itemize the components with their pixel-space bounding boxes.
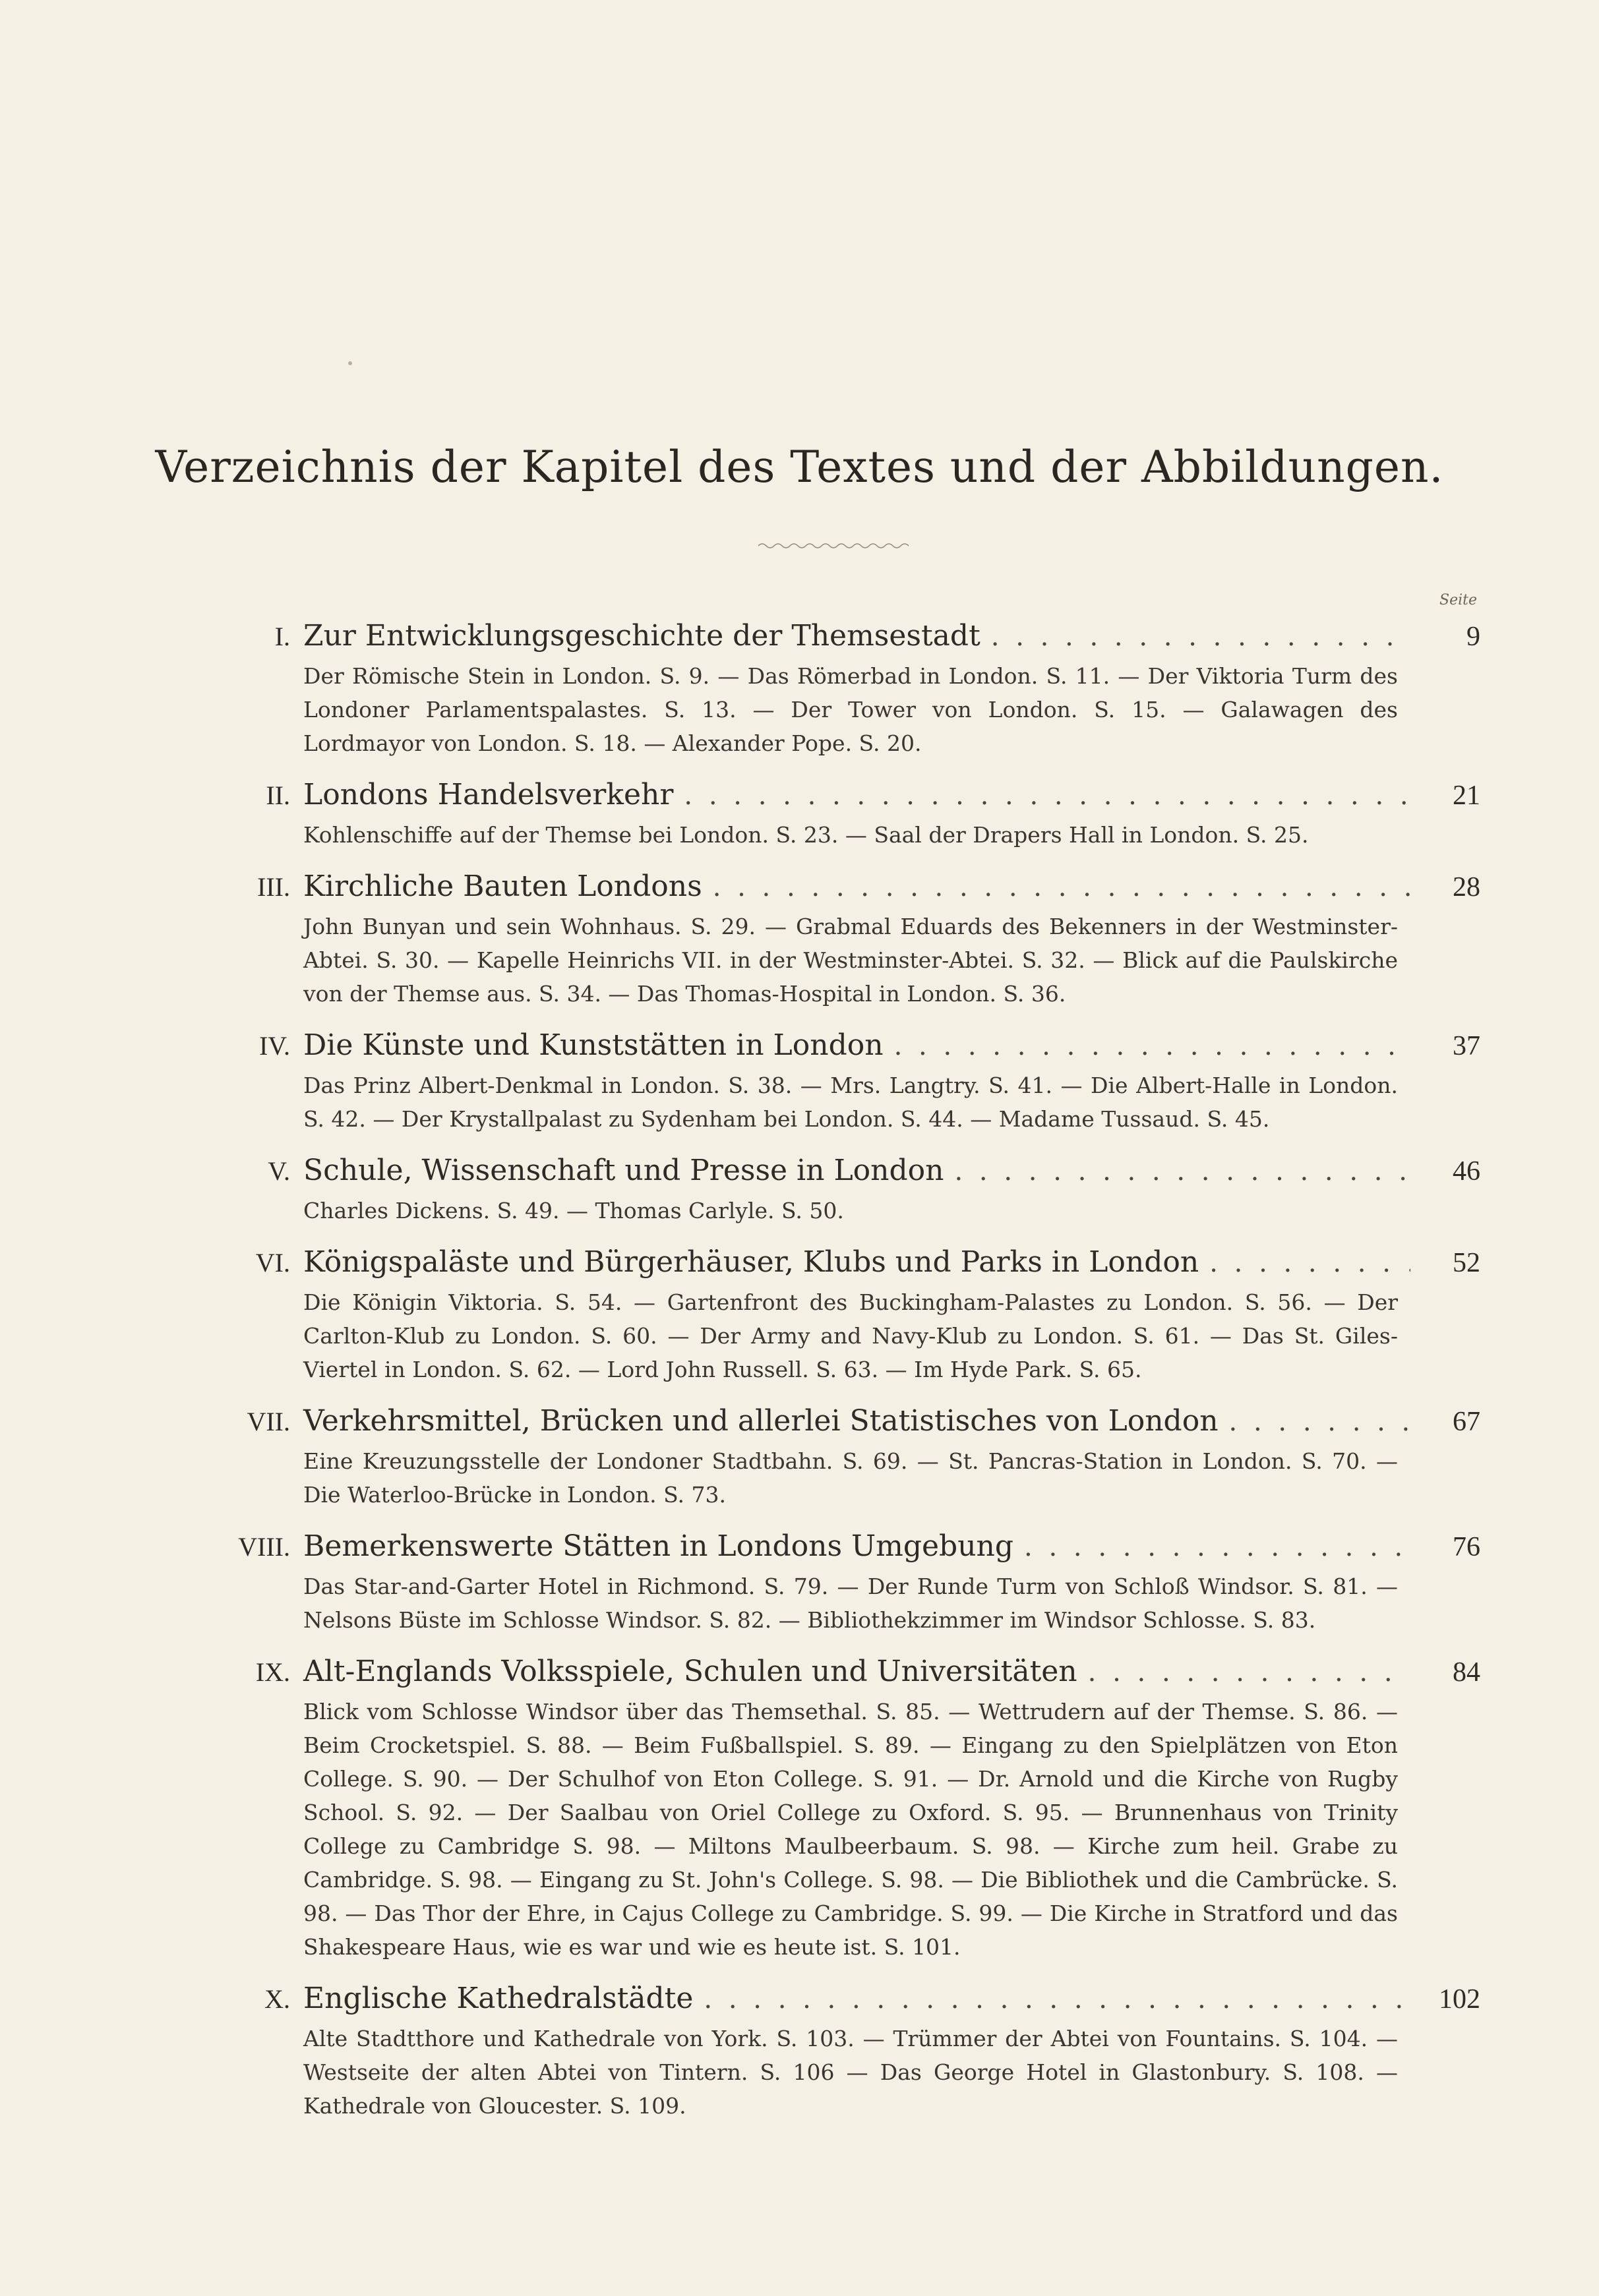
chapter-entry	[218, 1239, 1480, 1386]
chapter-page: 9	[1466, 622, 1480, 652]
chapter-number: IX.	[255, 1657, 290, 1687]
chapter-page: 52	[1453, 1248, 1480, 1278]
chapter-page: 84	[1453, 1657, 1480, 1688]
chapter-entry	[218, 1398, 1480, 1512]
chapter-page: 102	[1439, 1984, 1480, 2015]
chapter-title[interactable]: Londons Handelsverkehr	[303, 778, 674, 811]
chapter-page: 67	[1453, 1407, 1480, 1437]
illustration-list: Charles Dickens. S. 49. — Thomas Carlyle. S. 50.	[303, 1198, 844, 1223]
illustration-list: Die Königin Viktoria. S. 54. — Gartenfront des Buckingham-Palastes zu London. S. 56. — Der Carlton-Klub zu London. S. 60. — Der Army and Navy-Klub zu London. S. 61. — Das St. Giles-Viertel in London. S. 62. — Lord John Russell. S. 63. — Im Hyde Park. S. 65.	[303, 1289, 1398, 1382]
chapter-title[interactable]: Alt-Englands Volksspiele, Schulen und Universitäten	[303, 1655, 1077, 1688]
illustration-list: Alte Stadtthore und Kathedrale von York. S. 103. — Trümmer der Abtei von Fountains. S. 104. — Westseite der alten Abtei von Tintern. S. 106 — Das George Hotel in Glastonbury. S. 108. — Kathedrale von Gloucester. S. 109.	[303, 2026, 1398, 2119]
dot-leader	[1229, 1399, 1410, 1445]
illustration-list: Das Prinz Albert-Denkmal in London. S. 38. — Mrs. Langtry. S. 41. — Die Albert-Halle in London. S. 42. — Der Krystallpalast zu Sydenham bei London. S. 44. — Madame Tussaud. S. 45.	[303, 1073, 1398, 1132]
table-of-contents	[218, 613, 1480, 2134]
illustration-list: Blick vom Schlosse Windsor über das Themsethal. S. 85. — Wettrudern auf der Themse. S. 86. — Beim Crocketspiel. S. 88. — Beim Fußballspiel. S. 89. — Eingang zu den Spielplätzen von Eton College. S. 90. — Der Schulhof von Eton College. S. 91. — Dr. Arnold und die Kirche von Rugby School. S. 92. — Der Saalbau von Oriel College zu Oxford. S. 95. — Brunnenhaus von Trinity College zu Cambridge S. 98. — Miltons Maulbeerbaum. S. 98. — Kirche zum heil. Grabe zu Cambridge. S. 98. — Eingang zu St. John's College. S. 98. — Die Bibliothek und die Cambrücke. S. 98. — Das Thor der Ehre, in Cajus College zu Cambridge. S. 99. — Die Kirche in Stratford und das Shakespeare Haus, wie es war und wie es heute ist. S. 101.	[303, 1699, 1398, 1960]
dot-leader	[954, 1148, 1410, 1194]
chapter-number: II.	[266, 780, 290, 810]
dot-leader	[713, 864, 1410, 910]
chapter-number: VI.	[255, 1248, 290, 1278]
chapter-page: 37	[1453, 1031, 1480, 1061]
chapter-page: 21	[1453, 780, 1480, 811]
chapter-title[interactable]: Schule, Wissenschaft und Presse in London	[303, 1154, 944, 1187]
chapter-title[interactable]: Die Künste und Kunststätten in London	[303, 1028, 884, 1062]
dot-leader	[1088, 1649, 1410, 1695]
seite-column-label: Seite	[1439, 592, 1477, 608]
chapter-title[interactable]: Bemerkenswerte Stätten in Londons Umgebung	[303, 1529, 1014, 1563]
chapter-entry	[218, 772, 1480, 852]
chapter-entry	[218, 1523, 1480, 1637]
illustration-list: John Bunyan und sein Wohnhaus. S. 29. — Grabmal Eduards des Bekenners in der Westminster-Abtei. S. 30. — Kapelle Heinrichs VII. in der Westminster-Abtei. S. 32. — Blick auf die Paulskirche von der Themse aus. S. 34. — Das Thomas-Hospital in London. S. 36.	[303, 914, 1398, 1007]
dot-leader	[1024, 1524, 1410, 1570]
illustration-list: Kohlenschiffe auf der Themse bei London. S. 23. — Saal der Drapers Hall in London. S. 25.	[303, 822, 1309, 848]
chapter-title[interactable]: Kirchliche Bauten Londons	[303, 869, 702, 903]
chapter-page: 28	[1453, 872, 1480, 902]
chapter-entry	[218, 1976, 1480, 2123]
dot-leader	[991, 614, 1410, 660]
illustration-list: Eine Kreuzungsstelle der Londoner Stadtbahn. S. 69. — St. Pancras-Station in London. S. 70. — Die Waterloo-Brücke in London. S. 73.	[303, 1448, 1398, 1508]
chapter-title[interactable]: Königspaläste und Bürgerhäuser, Klubs und Parks in London	[303, 1245, 1199, 1279]
dot-leader	[684, 773, 1410, 819]
chapter-number: VIII.	[238, 1532, 290, 1562]
chapter-number: III.	[257, 872, 290, 902]
dot-leader	[1209, 1240, 1410, 1286]
chapter-page: 46	[1453, 1156, 1480, 1187]
chapter-entry	[218, 864, 1480, 1011]
ornament-divider	[758, 539, 910, 552]
chapter-number: V.	[268, 1156, 290, 1186]
illustration-list: Das Star-and-Garter Hotel in Richmond. S. 79. — Der Runde Turm von Schloß Windsor. S. 81. — Nelsons Büste im Schlosse Windsor. S. 82. — Bibliothekzimmer im Windsor Schlosse. S. 83.	[303, 1574, 1398, 1633]
chapter-number: IV.	[258, 1031, 290, 1061]
chapter-entry	[218, 1649, 1480, 1964]
page-title: Verzeichnis der Kapitel des Textes und der Abbildungen.	[155, 442, 1444, 492]
chapter-title[interactable]: Verkehrsmittel, Brücken und allerlei Statistisches von London	[303, 1404, 1219, 1438]
chapter-entry	[218, 613, 1480, 760]
chapter-number: VII.	[247, 1407, 290, 1436]
dot-leader	[704, 1976, 1410, 2022]
chapter-entry	[218, 1022, 1480, 1136]
chapter-number: X.	[264, 1984, 290, 2014]
illustration-list: Der Römische Stein in London. S. 9. — Das Römerbad in London. S. 11. — Der Viktoria Turm des Londoner Parlamentspalastes. S. 13. — Der Tower von London. S. 15. — Galawagen des Lordmayor von London. S. 18. — Alexander Pope. S. 20.	[303, 663, 1398, 756]
chapter-page: 76	[1453, 1532, 1480, 1562]
chapter-number: I.	[274, 622, 290, 651]
chapter-entry	[218, 1148, 1480, 1227]
chapter-title[interactable]: Zur Entwicklungsgeschichte der Themsestadt	[303, 619, 981, 653]
chapter-title[interactable]: Englische Kathedralstädte	[303, 1982, 694, 2015]
dot-leader	[894, 1023, 1410, 1069]
stray-mark	[348, 361, 352, 365]
